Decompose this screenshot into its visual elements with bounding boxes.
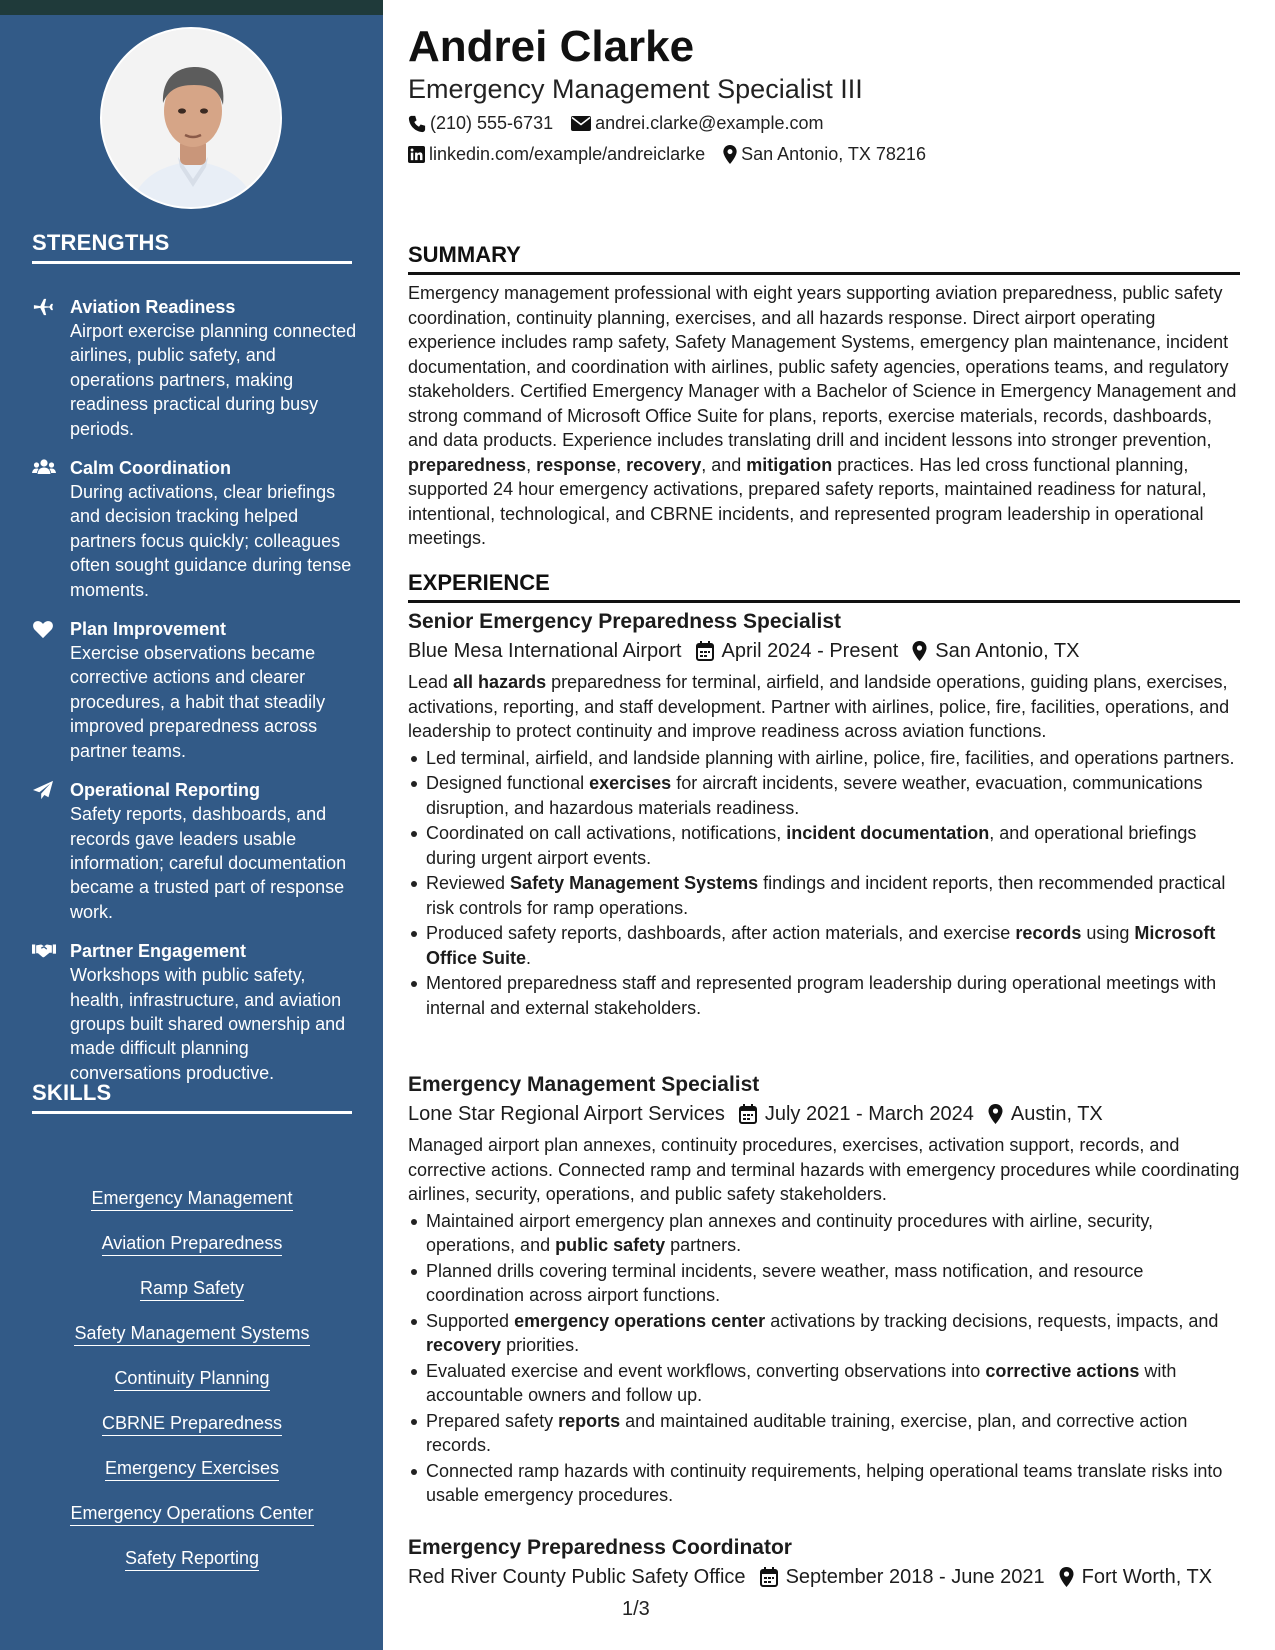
job-description: Managed airport plan annexes, continuity procedures, exercises, activation support, records, and corrective actions. Connected ramp and terminal hazards with emergency procedures while coordinating airlines, security, operations, and public safety stakeholders. (408, 1135, 1240, 1204)
calendar-icon (696, 641, 714, 661)
users-icon (32, 458, 56, 478)
job-entry (408, 1534, 1240, 1592)
strength-title: Plan Improvement (70, 619, 227, 640)
skill-item: Emergency Exercises (32, 1455, 352, 1500)
job-description: Lead all hazards preparedness for terminal, airfield, and landside operations, guiding plans, exercises, activations, reporting, and staff development. Partner with airlines, police, fire, facilities, operations, and leadership to protect continuity and improve readiness across aviation functions. (408, 672, 1230, 741)
calendar-icon (739, 1104, 757, 1124)
strengths-heading: STRENGTHS (32, 230, 352, 264)
phone-contact[interactable] (408, 113, 553, 134)
paper-plane-icon (32, 780, 56, 800)
strength-title: Partner Engagement (70, 941, 247, 962)
job-entry (408, 608, 1240, 1021)
map-pin-icon (988, 1104, 1003, 1124)
strength-item (32, 939, 357, 1085)
list-item: Produced safety reports, dashboards, after action materials, and exercise records using Microsoft Office Suite. (408, 921, 1240, 970)
job-dates: July 2021 - March 2024 (739, 1099, 974, 1129)
candidate-name: Andrei Clarke (408, 22, 695, 71)
strength-title: Calm Coordination (70, 458, 231, 479)
list-item: Prepared safety reports and maintained auditable training, exercise, plan, and corrective action records. (408, 1409, 1240, 1458)
location-text: San Antonio, TX 78216 (741, 144, 926, 164)
experience-heading: EXPERIENCE (408, 570, 1240, 603)
handshake-icon (32, 941, 56, 961)
job-meta (408, 636, 1240, 666)
phone-icon (408, 115, 426, 133)
job-company: Red River County Public Safety Office (408, 1566, 746, 1588)
linkedin-icon (408, 146, 425, 163)
skill-item: Ramp Safety (32, 1275, 352, 1320)
linkedin-contact[interactable] (408, 144, 705, 165)
profile-photo (100, 27, 282, 209)
candidate-title: Emergency Management Specialist III (408, 74, 863, 104)
person-portrait-icon (102, 29, 282, 209)
job-location: Fort Worth, TX (1059, 1562, 1212, 1592)
skills-list (32, 1185, 352, 1590)
job-meta (408, 1099, 1240, 1129)
job-title: Senior Emergency Preparedness Specialist (408, 610, 842, 633)
list-item: Connected ramp hazards with continuity requirements, helping operational teams translate risks into usable emergency procedures. (408, 1459, 1240, 1508)
job-bullets (408, 1209, 1240, 1508)
top-accent-bar (0, 0, 383, 15)
strength-title: Aviation Readiness (70, 297, 236, 317)
location-contact (723, 144, 926, 165)
envelope-icon (571, 116, 591, 131)
list-item: Coordinated on call activations, notifications, incident documentation, and operational briefings during urgent airport events. (408, 821, 1240, 870)
contact-row-2 (408, 144, 944, 165)
job-dates: April 2024 - Present (696, 636, 899, 666)
contact-row-1 (408, 113, 841, 134)
skill-item: Emergency Operations Center (32, 1500, 352, 1545)
list-item: Led terminal, airfield, and landside planning with airline, police, fire, facilities, and operations partners. (408, 746, 1240, 771)
job-bullets (408, 746, 1240, 1021)
strength-item (32, 778, 357, 924)
strength-description: Workshops with public safety, health, infrastructure, and aviation groups built shared ownership and made difficult planning conversations productive. (70, 965, 346, 1083)
list-item: Maintained airport emergency plan annexes and continuity procedures with airline, security, operations, and public safety partners. (408, 1209, 1240, 1258)
page-number: 1/3 (622, 1598, 650, 1620)
job-dates: September 2018 - June 2021 (760, 1562, 1045, 1592)
strength-description: Airport exercise planning connected airlines, public safety, and operations partners, making readiness practical during busy periods. (70, 321, 357, 439)
main-content (408, 0, 1240, 1650)
strength-description: Safety reports, dashboards, and records gave leaders usable information; careful documentation became a trusted part of response work. (70, 804, 347, 922)
sidebar (0, 15, 383, 1650)
skill-item: Safety Reporting (32, 1545, 352, 1590)
strength-item (32, 295, 357, 441)
job-title: Emergency Preparedness Coordinator (408, 1536, 792, 1559)
strength-description: During activations, clear briefings and decision tracking helped partners focus quickly; colleagues often sought guidance during tense moments. (70, 482, 352, 600)
list-item: Designed functional exercises for aircraft incidents, severe weather, evacuation, communications disruption, and hazardous materials readiness. (408, 771, 1240, 820)
strength-title: Operational Reporting (70, 780, 261, 801)
skill-item: CBRNE Preparedness (32, 1410, 352, 1455)
summary-heading: SUMMARY (408, 242, 1240, 275)
job-meta (408, 1562, 1240, 1592)
summary-text: Emergency management professional with eight years supporting aviation preparedness, public safety coordination, continuity planning, exercises, and all hazards response. Direct airport operating experience includes ramp safety, Safety Management Systems, emergency plan maintenance, incident documentation, and coordination with airlines, public safety agencies, operations teams, and regulatory stakeholders. Certified Emergency Manager with a Bachelor of Science in Emergency Management and strong command of Microsoft Office Suite for plans, reports, exercise materials, records, dashboards, and data products. Experience includes translating drill and incident lessons into stronger prevention, preparedness, response, recovery, and mitigation practices. Has led cross functional planning, supported 24 hour emergency activations, prepared safety reports, maintained readiness for natural, intentional, technological, and CBRNE incidents, and represented program leadership in operational meetings. (408, 283, 1237, 548)
plane-icon (32, 297, 56, 317)
job-location: San Antonio, TX (912, 636, 1079, 666)
map-pin-icon (1059, 1567, 1074, 1587)
skills-heading: SKILLS (32, 1080, 352, 1114)
heart-icon (32, 619, 56, 639)
list-item: Reviewed Safety Management Systems findings and incident reports, then recommended practical risk controls for ramp operations. (408, 871, 1240, 920)
list-item: Mentored preparedness staff and represented program leadership during operational meetings with internal and external stakeholders. (408, 971, 1240, 1020)
strength-item (32, 456, 357, 602)
job-title: Emergency Management Specialist (408, 1073, 760, 1096)
skill-item: Emergency Management (32, 1185, 352, 1230)
calendar-icon (760, 1567, 778, 1587)
map-pin-icon (912, 641, 927, 661)
strength-item (32, 617, 357, 763)
job-company: Lone Star Regional Airport Services (408, 1103, 725, 1125)
job-location: Austin, TX (988, 1099, 1103, 1129)
email-address: andrei.clarke@example.com (595, 113, 824, 133)
linkedin-url: linkedin.com/example/andreiclarke (429, 144, 706, 164)
job-entry (408, 1071, 1240, 1509)
skill-item: Continuity Planning (32, 1365, 352, 1410)
list-item: Supported emergency operations center activations by tracking decisions, requests, impacts, and recovery priorities. (408, 1309, 1240, 1358)
strengths-list (32, 295, 357, 1100)
map-pin-icon (723, 145, 737, 164)
email-contact[interactable] (571, 113, 823, 134)
phone-number: (210) 555-6731 (430, 113, 554, 133)
job-company: Blue Mesa International Airport (408, 640, 682, 662)
list-item: Evaluated exercise and event workflows, converting observations into corrective actions with accountable owners and follow up. (408, 1359, 1240, 1408)
skill-item: Safety Management Systems (32, 1320, 352, 1365)
list-item: Planned drills covering terminal incidents, severe weather, mass notification, and resource coordination across airport functions. (408, 1259, 1240, 1308)
strength-description: Exercise observations became corrective actions and clearer procedures, a habit that steadily improved preparedness across partner teams. (70, 643, 326, 761)
skill-item: Aviation Preparedness (32, 1230, 352, 1275)
